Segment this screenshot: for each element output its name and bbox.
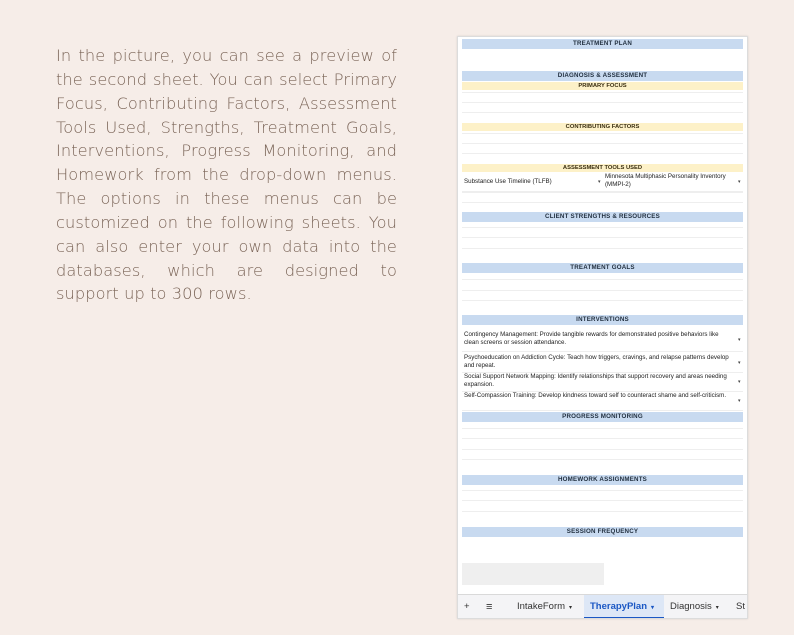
dropdown-arrow-icon[interactable] (598, 237, 601, 238)
dropdown-arrow-icon[interactable] (598, 192, 601, 193)
cell-text (464, 500, 734, 501)
cell-text: Contingency Management: Provide tangible rewards for demonstrated positive behaviors like clean screens or session attendance. (464, 331, 719, 347)
tab-diagnosis[interactable] (670, 595, 719, 619)
cell-text (464, 300, 734, 301)
cell-left (464, 133, 600, 134)
primary-focus-header: PRIMARY FOCUS (462, 82, 743, 90)
cell-right: Minnesota Multiphasic Personality Inventory (MMPI-2) (605, 173, 726, 189)
sheet-tab-bar (458, 594, 747, 619)
cell-right (605, 143, 737, 144)
dropdown-arrow-icon[interactable] (738, 490, 741, 491)
dropdown-arrow-icon[interactable] (738, 428, 741, 429)
strength-row[interactable] (462, 237, 743, 238)
tab-intakeform[interactable] (517, 595, 572, 619)
signature-box (462, 563, 604, 585)
interventions-header: INTERVENTIONS (462, 315, 743, 325)
cell-text: Social Support Network Mapping: Identify relationships that support recovery and areas needing expansion. (464, 373, 727, 389)
dropdown-arrow-icon[interactable]: ▾ (738, 337, 741, 343)
treatment-goal-row[interactable] (462, 290, 743, 291)
progress-row[interactable] (462, 428, 743, 429)
all-sheets-menu-icon[interactable]: ≡ (486, 601, 493, 613)
dropdown-arrow-icon[interactable] (738, 449, 741, 450)
dropdown-arrow-icon[interactable] (738, 500, 741, 501)
cell-left: Substance Use Timeline (TLFB) (464, 178, 552, 185)
dropdown-arrow-icon[interactable] (738, 300, 741, 301)
dropdown-arrow-icon[interactable] (738, 102, 741, 103)
dropdown-arrow-icon[interactable] (598, 227, 601, 228)
intervention-row[interactable] (462, 373, 743, 392)
cell-text: Psychoeducation on Addiction Cycle: Teach how triggers, cravings, and relapse patterns develop and repeat. (464, 354, 729, 370)
contributing-factors-header: CONTRIBUTING FACTORS (462, 123, 743, 131)
dropdown-arrow-icon[interactable]: ▾ (738, 179, 741, 185)
dropdown-arrow-icon[interactable] (738, 227, 741, 228)
dropdown-arrow-icon[interactable] (738, 438, 741, 439)
treatment-goals-header: TREATMENT GOALS (462, 263, 743, 273)
contributing-factor-row[interactable] (462, 143, 743, 144)
dropdown-arrow-icon[interactable] (738, 143, 741, 144)
spreadsheet-preview (457, 36, 748, 619)
treatment-goal-row[interactable] (462, 279, 743, 280)
cell-text (464, 428, 734, 429)
cell-right (605, 133, 737, 134)
cell-left (464, 102, 600, 103)
dropdown-arrow-icon[interactable] (738, 237, 741, 238)
strength-row[interactable] (462, 248, 743, 249)
dropdown-arrow-icon[interactable] (738, 279, 741, 280)
dropdown-arrow-icon[interactable] (738, 112, 741, 113)
cell-text (464, 490, 734, 491)
cell-text: Self-Compassion Training: Develop kindness toward self to counteract shame and self-criticism. (464, 392, 727, 399)
progress-row[interactable] (462, 459, 743, 460)
cell-text (464, 290, 734, 291)
cell-left (464, 143, 600, 144)
cell-left (464, 202, 600, 203)
dropdown-arrow-icon[interactable]: ▾ (598, 179, 601, 185)
cell-text (464, 511, 734, 512)
progress-row[interactable] (462, 438, 743, 439)
dropdown-arrow-icon[interactable] (738, 290, 741, 291)
dropdown-arrow-icon[interactable] (598, 112, 601, 113)
primary-focus-row[interactable] (462, 92, 743, 93)
dropdown-arrow-icon[interactable] (598, 248, 601, 249)
dropdown-arrow-icon[interactable] (738, 92, 741, 93)
homework-row[interactable] (462, 511, 743, 512)
dropdown-arrow-icon[interactable]: ▾ (738, 379, 741, 385)
dropdown-arrow-icon[interactable]: ▾ (738, 360, 741, 366)
dropdown-arrow-icon[interactable]: ▾ (738, 398, 741, 404)
tab-label: IntakeForm (517, 601, 566, 612)
tab-label: St (736, 601, 745, 612)
cell-text (464, 459, 734, 460)
cell-left (464, 237, 600, 238)
strengths-header: CLIENT STRENGTHS & RESOURCES (462, 212, 743, 222)
assessment-tool-row[interactable] (462, 202, 743, 203)
dropdown-arrow-icon[interactable] (598, 202, 601, 203)
progress-row[interactable] (462, 449, 743, 450)
intervention-row[interactable] (462, 331, 743, 352)
add-sheet-icon[interactable]: + (464, 601, 470, 612)
description-text: In the picture, you can see a preview of the second sheet. You can select Primary Focus, Contributing Factors, Assessment Tools Used, Strengths, Treatment Goals, Interventions, Progress Monitoring, and Homework from the drop-down menus. The options in these menus can be customized on the following sheets. You can also enter your own data into the databases, which are designed to support up to 300 rows. (56, 46, 397, 304)
intervention-row[interactable] (462, 392, 743, 411)
contributing-factor-row[interactable] (462, 153, 743, 154)
dropdown-arrow-icon[interactable] (598, 143, 601, 144)
dropdown-arrow-icon[interactable] (738, 153, 741, 154)
strength-row[interactable] (462, 227, 743, 228)
primary-focus-row[interactable] (462, 102, 743, 103)
cell-right (605, 227, 737, 228)
session-frequency-header: SESSION FREQUENCY (462, 527, 743, 537)
tab-next[interactable] (736, 595, 745, 619)
contributing-factor-row[interactable] (462, 133, 743, 134)
cell-text (464, 279, 734, 280)
homework-row[interactable] (462, 500, 743, 501)
dropdown-arrow-icon[interactable] (738, 133, 741, 134)
diagnosis-header: DIAGNOSIS & ASSESSMENT (462, 71, 743, 81)
intervention-row[interactable] (462, 354, 743, 373)
cell-text (464, 449, 734, 450)
title-header: TREATMENT PLAN (462, 39, 743, 49)
homework-header: HOMEWORK ASSIGNMENTS (462, 475, 743, 485)
assessment-tool-row[interactable] (462, 192, 743, 193)
cell-left (464, 153, 600, 154)
dropdown-arrow-icon[interactable] (598, 92, 601, 93)
dropdown-arrow-icon[interactable] (738, 202, 741, 203)
assessment-tools-header: ASSESSMENT TOOLS USED (462, 164, 743, 172)
chevron-down-icon: ▾ (715, 605, 719, 611)
treatment-goal-row[interactable] (462, 300, 743, 301)
homework-row[interactable] (462, 490, 743, 491)
cell-text (464, 438, 734, 439)
dropdown-arrow-icon[interactable] (738, 511, 741, 512)
tab-therapyplan[interactable] (584, 595, 664, 619)
dropdown-arrow-icon[interactable] (598, 102, 601, 103)
tab-label: Diagnosis (670, 601, 712, 612)
cell-left (464, 248, 600, 249)
dropdown-arrow-icon[interactable] (738, 459, 741, 460)
dropdown-arrow-icon[interactable] (738, 248, 741, 249)
progress-monitoring-header: PROGRESS MONITORING (462, 412, 743, 422)
cell-left (464, 92, 600, 93)
chevron-down-icon: ▾ (651, 605, 655, 611)
cell-left (464, 192, 600, 193)
primary-focus-row[interactable] (462, 112, 743, 113)
dropdown-arrow-icon[interactable] (738, 192, 741, 193)
dropdown-arrow-icon[interactable] (598, 133, 601, 134)
tab-label: TherapyPlan (590, 601, 648, 612)
dropdown-arrow-icon[interactable] (598, 153, 601, 154)
cell-left (464, 227, 600, 228)
chevron-down-icon: ▾ (569, 605, 573, 611)
assessment-tool-row[interactable] (462, 173, 743, 192)
